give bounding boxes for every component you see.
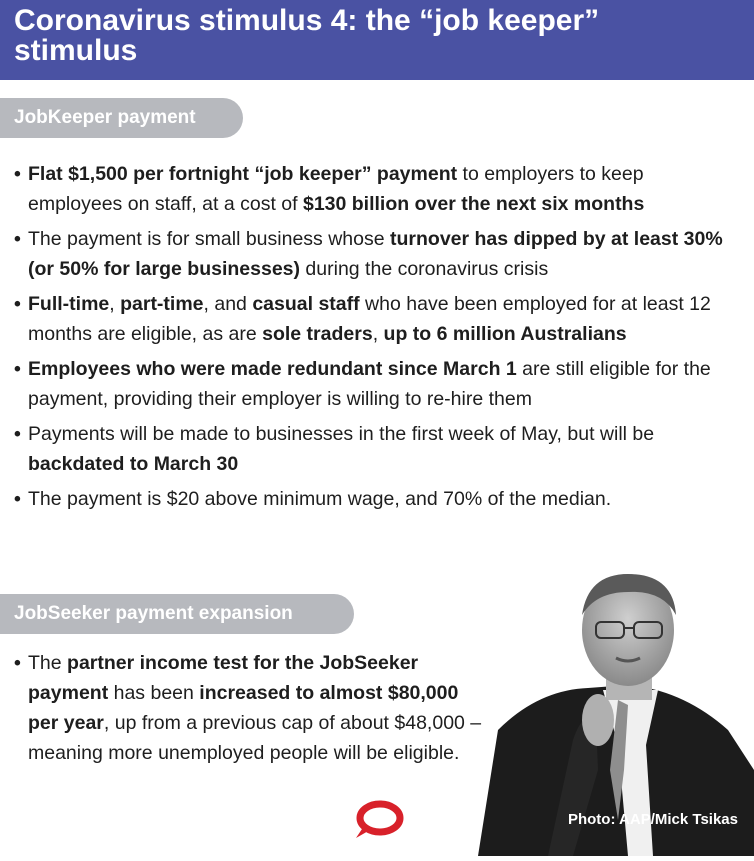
- section-label-jobseeker: JobSeeker payment expansion: [0, 594, 354, 634]
- bullet-item: [14, 159, 739, 219]
- bullet-item: [14, 354, 739, 414]
- bullet-text-bold: turnover has dipped by at least 30% (or 50% for large businesses): [28, 228, 723, 280]
- header-banner: [0, 0, 754, 80]
- bullet-item: [14, 289, 739, 349]
- page-title: Coronavirus stimulus 4: the “job keeper” stimulus: [14, 4, 600, 67]
- politician-photo: [478, 570, 754, 856]
- bullet-item: [14, 648, 484, 768]
- bullet-text-bold: part-time: [120, 293, 204, 315]
- bullet-text-bold: casual staff: [252, 293, 360, 315]
- jobkeeper-bullet-list: [14, 159, 739, 519]
- bullet-text-bold: backdated to March 30: [28, 453, 239, 475]
- bullet-text: The payment is for small business whose: [28, 228, 390, 250]
- bullet-text: The payment is $20 above minimum wage, and 70% of the median.: [28, 488, 612, 510]
- bullet-text: The: [28, 652, 68, 674]
- publisher-logo-icon: [350, 800, 406, 840]
- bullet-item: [14, 484, 739, 514]
- bullet-text-bold: sole traders: [262, 323, 373, 345]
- bullet-text: has been: [108, 682, 200, 704]
- bullet-text-bold: Employees who were made redundant since March 1: [28, 358, 517, 380]
- bullet-text: during the coronavirus crisis: [300, 258, 549, 280]
- bullet-text-bold: increased to almost $80,000 per year: [28, 682, 459, 734]
- bullet-text: Payments will be made to businesses in the first week of May, but will be: [28, 423, 655, 445]
- bullet-text: , and: [203, 293, 253, 315]
- bullet-text-bold: Full-time: [28, 293, 110, 315]
- bullet-item: [14, 224, 739, 284]
- bullet-text-bold: Flat $1,500 per fortnight “job keeper” payment: [28, 163, 458, 185]
- bullet-text: , up from a previous cap of about $48,000 – meaning more unemployed people will be eligible.: [28, 712, 482, 764]
- bullet-item: [14, 419, 739, 479]
- bullet-text-bold: partner income test for the JobSeeker payment: [28, 652, 419, 704]
- bullet-text: who have been employed for at least 12 months are eligible, as are: [28, 293, 711, 345]
- section-label-jobkeeper: JobKeeper payment: [0, 98, 243, 138]
- bullet-text-bold: $130 billion over the next six months: [302, 193, 645, 215]
- bullet-text: ,: [372, 323, 384, 345]
- photo-credit: Photo: AAP/Mick Tsikas: [567, 811, 738, 828]
- bullet-text: are still eligible for the payment, providing their employer is willing to re-hire them: [28, 358, 711, 410]
- bullet-text: ,: [109, 293, 121, 315]
- jobseeker-bullet-list: [14, 648, 484, 773]
- bullet-text: to employers to keep employees on staff, at a cost of: [28, 163, 644, 215]
- bullet-text-bold: up to 6 million Australians: [383, 323, 627, 345]
